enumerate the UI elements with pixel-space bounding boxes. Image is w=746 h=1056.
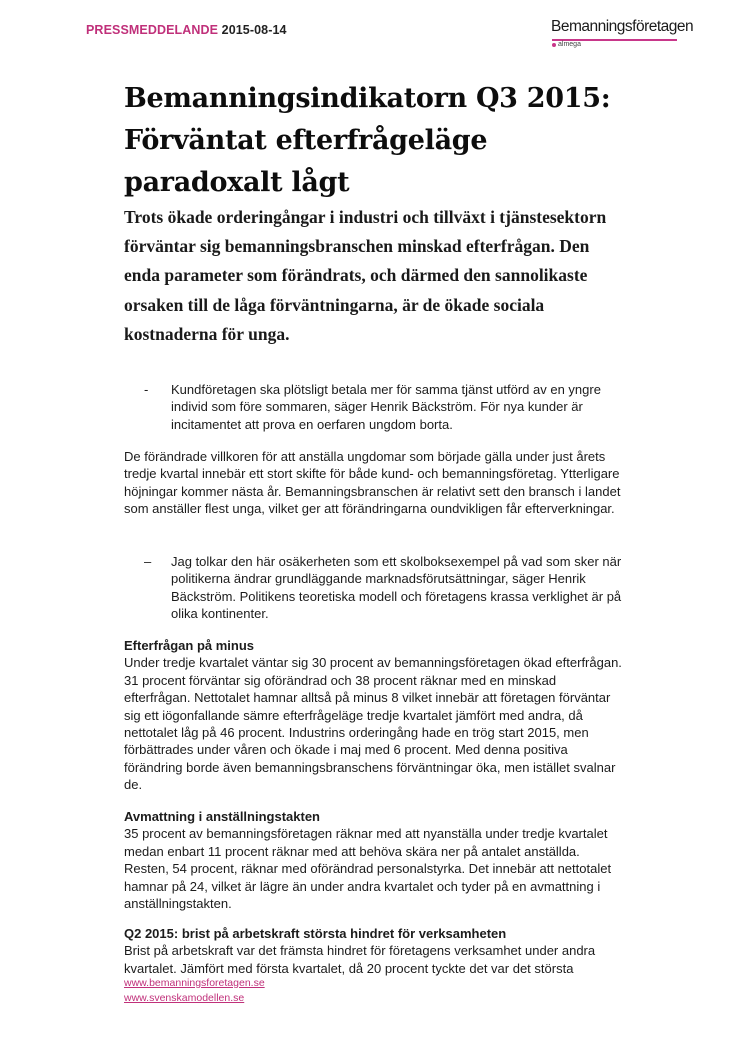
section-q2-2015	[124, 925, 624, 977]
page-title: Bemanningsindikatorn Q3 2015: Förväntat efterfrågeläge paradoxalt lågt	[124, 83, 611, 198]
logo-text: Bemanningsföretagen	[551, 18, 694, 35]
press-release-date: 2015-08-14	[221, 23, 287, 37]
section-text-q2-2015: Brist på arbetskraft var det främsta hindret för företagens verksamhet under andra kvartalet. Jämfört med första kvartalet, då 20 procent tyckte det var det största	[124, 943, 596, 976]
section-efterfragan	[124, 637, 624, 794]
quote-2-text: Jag tolkar den här osäkerheten som ett skolboksexempel på vad som sker när politikerna ändrar grundläggande marknadsförutsättningar, säger Henrik Bäckström. Politikens teoretiska modell och företagens krassa verklighet är på olika kontinenter.	[171, 554, 622, 622]
quote-2	[144, 553, 634, 623]
quote-2-marker: –	[144, 554, 152, 569]
section-text-efterfragan: Under tredje kvartalet väntar sig 30 procent av bemanningsföretagen ökad efterfrågan. 31 procent förväntar sig oförändrad och 38 procent räknar med en minskad efterfrågan. Nettotalet hamnar alltså på minus 8 vilket innebär att företagen förväntar sig ett iögonfallande sämre efterfrågeläge tredje kvartalet jämfört med andra, då nettotalet låg på 46 procent. Industrins orderingång hade en trög start 2015, men förbättrades under våren och ökade i maj med 6 procent. Med denna positiva förändring borde även bemanningsbranschens förväntningar öka, men istället svalnar de.	[124, 655, 622, 793]
section-heading-q2-2015: Q2 2015: brist på arbetskraft största hindret för verksamheten	[124, 926, 507, 941]
footer-links	[124, 976, 265, 1006]
quote-1	[144, 381, 634, 433]
link-svenskamodellen[interactable]: www.svenskamodellen.se	[124, 992, 245, 1004]
press-release-label: PRESSMEDDELANDE	[86, 23, 219, 37]
section-heading-efterfragan: Efterfrågan på minus	[124, 638, 255, 653]
section-avmattning	[124, 808, 624, 912]
logo-dot-icon	[552, 43, 556, 47]
link-bemanningsforetagen[interactable]: www.bemanningsforetagen.se	[124, 977, 265, 989]
logo-subtext: almega	[558, 41, 581, 48]
section-heading-avmattning: Avmattning i anställningstakten	[124, 809, 320, 824]
quote-1-marker: -	[144, 382, 149, 397]
quote-1-text: Kundföretagen ska plötsligt betala mer för samma tjänst utförd av en yngre individ som före sommaren, säger Henrik Bäckström. För nya kunder är incitamentet att prova en oerfaren ungdom borta.	[171, 382, 601, 432]
bemanningsforetagen-logo	[551, 18, 694, 52]
section-text-avmattning: 35 procent av bemanningsföretagen räknar med att nyanställa under tredje kvartalet medan enbart 11 procent räknar med att behöva skära ner på antalet anställda. Resten, 54 procent, räknar med oförändrad personalstyrka. Det innebär att nettotalet hamnar på 24, vilket är lägre än under andra kvartalet och tyder på en avmattning i anställningstakten.	[124, 826, 612, 912]
paragraph-1: De förändrade villkoren för att anställa ungdomar som började gälla under just årets tredje kvartal innebär ett stort skifte för både kund- och bemanningsföretag. Ytterligare höjningar kommer nästa år. Bemanningsbranschen är relativt sett den bransch i landet som anställer flest unga, vilket ger att förändringarna oundvikligen får efterverkningar.	[124, 449, 621, 517]
lead-paragraph: Trots ökade orderingångar i industri och tillväxt i tjänstesektorn förväntar sig bemanningsbranschen minskad efterfrågan. Den enda parameter som förändrats, och därmed den sannolikaste orsaken till de låga förväntningarna, är de ökade sociala kostnaderna för unga.	[124, 207, 607, 344]
press-release-header	[86, 23, 287, 37]
